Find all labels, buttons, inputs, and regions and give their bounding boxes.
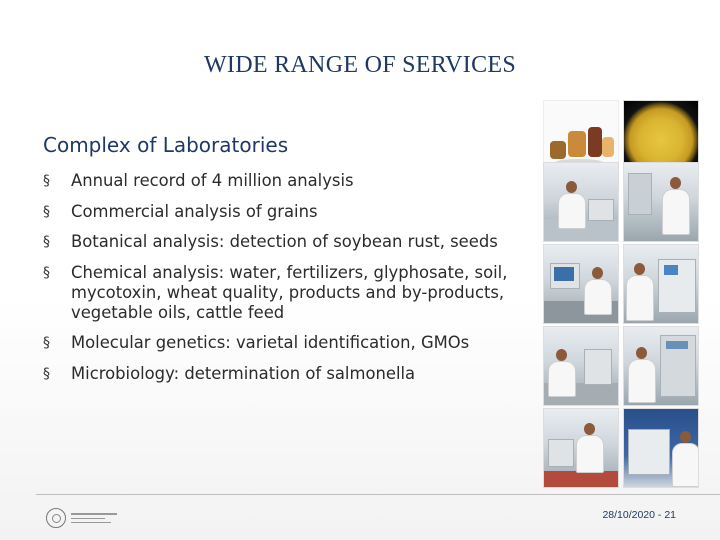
organization-logo <box>46 508 126 530</box>
bullet-marker: § <box>43 173 50 189</box>
bullet-list <box>43 171 543 394</box>
lab-technician-bench-photo <box>543 162 619 242</box>
lab-column-rack-photo <box>623 408 699 488</box>
lab-analyzer-photo <box>623 244 699 324</box>
slide-title: WIDE RANGE OF SERVICES <box>203 52 516 78</box>
lab-microscope-photo <box>543 326 619 406</box>
bullet-item <box>43 333 543 353</box>
bullet-text: Molecular genetics: varietal identification, GMOs <box>71 333 470 352</box>
bullet-text: Botanical analysis: detection of soybean rust, seeds <box>71 232 498 251</box>
slide-subtitle: Complex of Laboratories <box>43 133 289 157</box>
bullet-marker: § <box>43 335 50 351</box>
lab-equipment-photo <box>543 408 619 488</box>
bullet-marker: § <box>43 365 50 382</box>
bullet-item <box>43 364 543 384</box>
bullet-text: Commercial analysis of grains <box>71 201 318 221</box>
photo-collage <box>543 100 719 488</box>
bullet-text: Annual record of 4 million analysis <box>71 171 354 190</box>
footer-date-page: 28/10/2020 - 21 <box>602 509 676 521</box>
lab-workstation-photo <box>543 244 619 324</box>
bullet-marker: § <box>43 234 50 250</box>
bullet-marker: § <box>43 203 50 220</box>
bullet-item <box>43 263 543 323</box>
bullet-item <box>43 171 543 191</box>
bullet-item <box>43 232 543 252</box>
bullet-text: Chemical analysis: water, fertilizers, glyphosate, soil, mycotoxin, wheat quality, products and by-products, vegetable oils, cattle feed <box>71 262 508 322</box>
bullet-item <box>43 202 543 222</box>
lab-technician-window-photo <box>623 162 699 242</box>
bullet-text: Microbiology: determination of salmonella <box>71 363 416 383</box>
lab-instrument-photo <box>623 326 699 406</box>
bullet-marker: § <box>43 264 50 281</box>
seal-icon <box>46 508 66 528</box>
footer-divider <box>36 494 720 495</box>
